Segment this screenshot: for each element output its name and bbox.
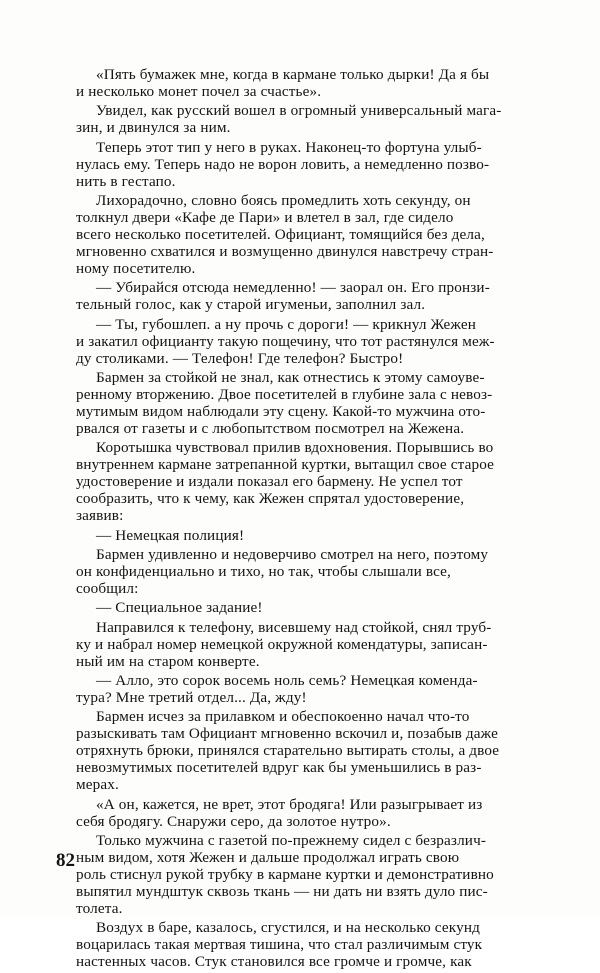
paragraph: [56, 369, 544, 437]
text-line: нить в гестапо.: [76, 172, 176, 190]
text-line: «А он, кажется, не врет, этот бродяга! Или разыгрывает из: [96, 795, 483, 813]
paragraph: [56, 708, 544, 793]
paragraph: [56, 316, 544, 367]
text-line: — Немецкая полиция!: [96, 526, 245, 544]
text-line: Увидел, как русский вошел в огромный универсальный мага-: [96, 102, 502, 120]
text-line: всего несколько посетителей. Официант, томящийся без дела,: [76, 225, 485, 243]
paragraph: [56, 102, 544, 136]
paragraph: [56, 279, 544, 313]
text-line: Только мужчина с газетой по-прежнему сидел с безразлич-: [96, 831, 487, 849]
text-line: — Специальное задание!: [96, 599, 263, 617]
text-line: — Алло, это сорок восемь ноль семь? Немецкая коменда-: [96, 671, 478, 689]
paragraph: [56, 439, 544, 524]
text-line: зин, и двинулся за ним.: [76, 119, 231, 137]
text-line: Коротышка чувствовал прилив вдохновения. Порывшись во: [96, 439, 494, 457]
page-number: 82: [56, 850, 75, 871]
text-line: настенных часов. Стук становился все громче и громче, как: [76, 953, 472, 971]
text-line: Теперь этот тип у него в руках. Наконец-то фортуна улыб-: [96, 138, 482, 156]
text-line: себя бродягу. Снаружи серо, да золотое нутро».: [76, 812, 391, 830]
text-line: и несколько монет почел за счастье».: [76, 83, 322, 101]
text-line: Лихорадочно, словно боясь промедлить хоть секунду, он: [96, 191, 471, 209]
text-line: ренному вторжению. Двое посетителей в глубине зала с невоз-: [76, 385, 493, 403]
text-line: отряхнуть брюки, принялся старательно вытирать столы, а двое: [76, 742, 500, 760]
text-line: роль стиснул рукой трубку в кармане куртки и демонстративно: [76, 865, 494, 883]
text-line: мерах.: [76, 776, 119, 794]
paragraph: [56, 599, 544, 616]
paragraph: [56, 919, 544, 970]
text-line: Направился к телефону, висевшему над стойкой, снял труб-: [96, 618, 492, 636]
paragraph: [56, 546, 544, 597]
text-line: он конфиденциально и тихо, но так, чтобы слышали все,: [76, 563, 451, 580]
text-line: толета.: [76, 900, 123, 918]
text-line: сообщил:: [76, 580, 139, 598]
text-line: «Пять бумажек мне, когда в кармане только дырки! Да я бы: [96, 66, 490, 83]
paragraph: [56, 619, 544, 670]
text-line: тельный голос, как у старой игуменьи, заполнил зал.: [76, 296, 426, 314]
text-line: Бармен за стойкой не знал, как отнестись к этому самоуве-: [96, 368, 485, 386]
text-line: выпятил мундштук сквозь ткань — ни дать ни взять дуло пис-: [76, 882, 488, 900]
paragraph: [56, 672, 544, 706]
paragraph: [56, 796, 544, 830]
text-line: мутимым видом наблюдали эту сцену. Какой-то мужчина ото-: [76, 403, 486, 421]
paragraph: [56, 527, 544, 544]
text-line: — Убирайся отсюда немедленно! — заорал он. Его пронзи-: [96, 279, 490, 297]
text-line: сообразить, что к чему, как Жежен спрятал удостоверение,: [76, 490, 465, 508]
text-line: воцарилась такая мертвая тишина, что стал различимым стук: [76, 936, 483, 954]
text-line: внутреннем кармане затрепанной куртки, вытащил свое старое: [76, 456, 495, 474]
text-line: разыскивать там Официант мгновенно вскочил и, позабыв даже: [76, 725, 499, 743]
text-line: заявив:: [76, 507, 124, 525]
text-line: ду столиками. — Телефон! Где телефон? Быстро!: [76, 349, 404, 367]
text-line: ному посетителю.: [76, 260, 196, 278]
paragraph: [56, 832, 544, 917]
text-line: рвался от газеты и с любопытством посмотрел на Жежена.: [76, 420, 465, 438]
paragraph: [56, 192, 544, 277]
paragraph: [56, 66, 544, 100]
text-line: ный им на старом конверте.: [76, 652, 260, 670]
text-line: ку и набрал номер немецкой окружной комендатуры, записан-: [76, 635, 488, 653]
text-line: невозмутимых посетителей вдруг как бы уменьшились в раз-: [76, 759, 482, 777]
text-line: и закатил официанту такую пощечину, что тот растянулся меж-: [76, 332, 495, 350]
text-line: Бармен удивленно и недоверчиво смотрел на него, поэтому: [96, 545, 489, 563]
text-line: нулась ему. Теперь надо не ворон ловить, а немедленно позво-: [76, 155, 490, 173]
text-line: мгновенно схватился и возмущенно двинулся навстречу стран-: [76, 243, 494, 261]
text-line: тура? Мне третий отдел... Да, жду!: [76, 688, 307, 706]
text-line: Воздух в баре, казалось, сгустился, и на несколько секунд: [96, 919, 480, 937]
text-line: Бармен исчез за прилавком и обеспокоенно начал что-то: [96, 708, 470, 726]
text-line: — Ты, губошлеп. а ну прочь с дороги! — крикнул Жежен: [96, 315, 477, 333]
text-line: толкнул двери «Кафе де Пари» и влетел в зал, где сидело: [76, 208, 454, 226]
text-line: ным видом, хотя Жежен и дальше продолжал играть свою: [76, 848, 460, 866]
page-body-text: [56, 66, 544, 973]
paragraph: [56, 139, 544, 190]
text-line: удостоверение и издали показал его бармену. Не успел тот: [76, 473, 463, 491]
